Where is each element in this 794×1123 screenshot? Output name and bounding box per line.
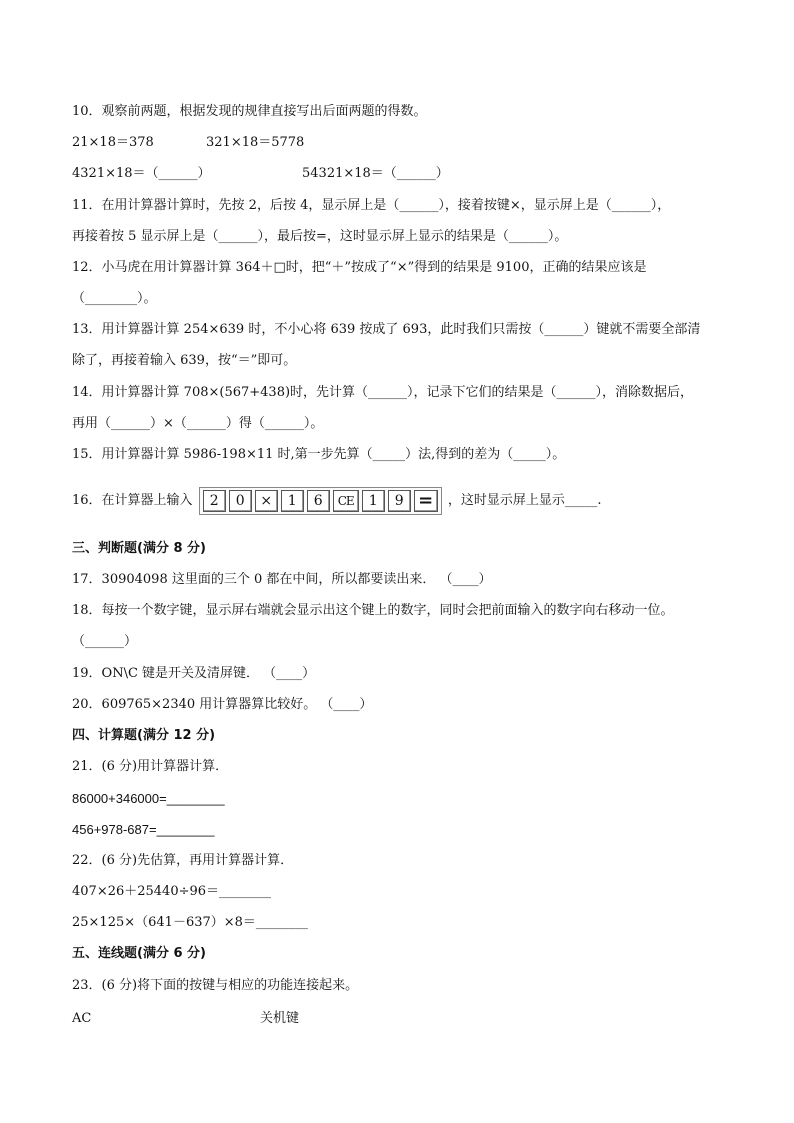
question-21-a: 86000+346000=________: [72, 791, 225, 806]
key-9: 9: [388, 490, 411, 512]
matching-left-ac: AC: [72, 1011, 92, 1026]
key-multiply: ×: [255, 490, 278, 512]
key-equals: =: [414, 490, 438, 512]
question-10-text: 10．观察前两题，根据发现的规律直接写出后面两题的得数。: [72, 104, 427, 119]
question-19-text: 19．ON\C 键是开关及清屏键． （____）: [72, 666, 316, 681]
question-22-a: 407×26＋25440÷96＝________: [72, 884, 272, 899]
key-2: 2: [203, 490, 226, 512]
question-23-text: 23．(6 分)将下面的按键与相应的功能连接起来。: [72, 978, 359, 993]
question-16-line: [72, 486, 601, 516]
question-14-line-2: 再用（______）×（______）得（______）。: [72, 416, 324, 431]
section-3-heading: 三、判断题(满分 8 分): [72, 541, 206, 556]
key-6: 6: [307, 490, 330, 512]
question-13-line-1: 13．用计算器计算 254×639 时，不小心将 639 按成了 693，此时我们只需按（______）键就不需要全部清: [72, 322, 701, 337]
question-12-line-1: 12．小马虎在用计算器计算 364＋□时，把“＋”按成了“×”得到的结果是 9100，正确的结果应该是: [72, 260, 647, 275]
key-0: 0: [229, 490, 252, 512]
key-1-second: 1: [362, 490, 385, 512]
question-10-example-1: 21×18＝378: [72, 135, 154, 150]
question-18-line-2: （______）: [72, 634, 138, 649]
key-1: 1: [281, 490, 304, 512]
section-5-heading: 五、连线题(满分 6 分): [72, 946, 206, 961]
question-13-line-2: 除了，再接着输入 639，按“＝”即可。: [72, 353, 297, 368]
question-10-example-2: 321×18＝5778: [206, 135, 305, 150]
matching-right-power-off: 关机键: [260, 1011, 300, 1026]
question-18-line-1: 18．每按一个数字键，显示屏右端就会显示出这个键上的数字，同时会把前面输入的数字向右移动一位。: [72, 603, 674, 618]
question-11-line-1: 11．在用计算器计算时，先按 2，后按 4，显示屏上是（______），接着按键×，显示屏上是（______），: [72, 198, 671, 213]
section-4-heading: 四、计算题(满分 12 分): [72, 728, 216, 743]
question-17-text: 17．30904098 这里面的三个 0 都在中间，所以都要读出来． （____）: [72, 572, 492, 587]
question-16-prefix: 16．在计算器上输入: [72, 493, 193, 508]
question-14-line-1: 14．用计算器计算 708×(567+438)时，先计算（______），记录下它们的结果是（______），消除数据后，: [72, 385, 694, 400]
question-22-text: 22．(6 分)先估算，再用计算器计算．: [72, 853, 294, 868]
question-12-line-2: （________）。: [72, 291, 157, 306]
calculator-keypad-sequence: [199, 487, 442, 515]
question-22-b: 25×125×（641－637）×8＝________: [72, 915, 308, 930]
question-15-text: 15．用计算器计算 5986-198×11 时,第一步先算（_____）法,得到的差为（_____）。: [72, 447, 566, 462]
question-20-text: 20．609765×2340 用计算器算比较好。 （____）: [72, 697, 373, 712]
question-16-suffix: ，这时显示屏上显示_____.: [447, 493, 602, 508]
question-21-b: 456+978-687=________: [72, 822, 215, 837]
key-ce: CE: [333, 490, 359, 512]
question-21-text: 21．(6 分)用计算器计算．: [72, 759, 229, 774]
question-11-line-2: 再接着按 5 显示屏上是（______），最后按=，这时显示屏上显示的结果是（______）。: [72, 229, 568, 244]
question-10-ask-1: 4321×18＝（______）: [72, 166, 211, 181]
question-10-ask-2: 54321×18＝（______）: [302, 166, 449, 181]
